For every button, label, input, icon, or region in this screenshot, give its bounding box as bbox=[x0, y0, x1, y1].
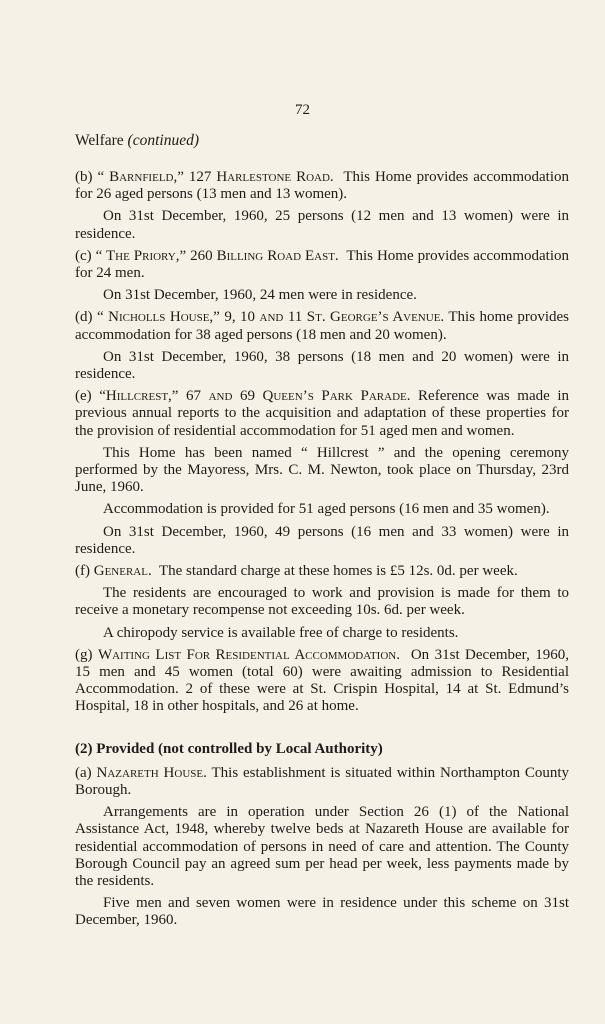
item-e-address: 67 and 69 Queen’s Park Parade. bbox=[186, 388, 411, 405]
item-e-accommodation: Accommodation is provided for 51 aged persons (16 men and 35 women). bbox=[103, 501, 550, 518]
item-f-name: General. bbox=[93, 563, 152, 580]
item-d-residence: On 31st December, 1960, 38 persons (18 men and 20 women) were in residence. bbox=[75, 348, 569, 383]
item-c-text: This Home provides accommodation for 24 men. bbox=[75, 247, 570, 282]
item-2a-name: Nazareth House. bbox=[96, 764, 207, 781]
item-b bbox=[75, 169, 569, 203]
item-g bbox=[75, 647, 569, 716]
item-f-recompense: The residents are encouraged to work and provision is made for them to receive a monetary recompense not exceeding 10s. 6d. per week. bbox=[75, 585, 569, 619]
item-e-text: Reference was made in previous annual reports to the acquisition and adaptation of these properties for the provision of residential accommodation for 51 aged men and women. bbox=[75, 388, 569, 439]
item-c-residence: On 31st December, 1960, 24 men were in residence. bbox=[103, 287, 417, 304]
item-2a-text: This establishment is situated within Northampton County Borough. bbox=[75, 764, 570, 798]
item-b-text: This Home provides accommodation for 26 aged persons (13 men and 13 women). bbox=[75, 169, 569, 203]
item-f-text: The standard charge at these homes is £5 12s. 0d. per week. bbox=[158, 563, 518, 580]
item-2a-arrangements: Arrangements are in operation under Section 26 (1) of the National Assistance Act, 1948, whereby twelve beds at Nazareth House are available for residential accommodation of persons in need of care and attention. The County Borough Council pay an agreed sum per head per week, less payments made by the residents. bbox=[75, 804, 569, 889]
item-e-naming: This Home has been named “ Hillcrest ” and the opening ceremony performed by the Mayoress, Mrs. C. M. Newton, took place on Thursday, 23rd June, 1960. bbox=[75, 444, 569, 496]
item-d-text: This home provides accommodation for 38 aged persons (18 men and 20 women). bbox=[75, 309, 569, 343]
item-2a-label: (a) bbox=[75, 764, 92, 781]
section-continued: (continued) bbox=[127, 132, 199, 149]
item-c-label: (c) bbox=[75, 247, 92, 264]
section-heading bbox=[75, 131, 569, 151]
item-g-name: Waiting List For Residential Accommodation. bbox=[97, 646, 400, 663]
item-f-label: (f) bbox=[75, 563, 90, 580]
page-content bbox=[75, 131, 569, 935]
item-e-label: (e) bbox=[75, 388, 92, 405]
item-c-address: 260 Billing Road East. bbox=[190, 247, 339, 264]
item-b-label: (b) bbox=[75, 169, 93, 185]
section-title: Welfare bbox=[75, 132, 124, 149]
item-b-name: “ Barnfield,” bbox=[97, 169, 184, 185]
item-e-name: “Hillcrest,” bbox=[99, 388, 179, 405]
item-2a bbox=[75, 765, 569, 799]
item-d-address: 9, 10 and 11 St. George’s Avenue. bbox=[224, 309, 445, 326]
item-c-name: “ The Priory,” bbox=[95, 247, 187, 264]
item-f bbox=[75, 563, 569, 580]
item-c bbox=[75, 248, 569, 282]
item-e-residence: On 31st December, 1960, 49 persons (16 men and 33 women) were in residence. bbox=[75, 523, 569, 557]
item-g-label: (g) bbox=[75, 646, 93, 663]
item-e bbox=[75, 388, 569, 440]
item-2a-residence: Five men and seven women were in residence under this scheme on 31st December, 1960. bbox=[75, 895, 569, 929]
item-b-address: 127 Harlestone Road. bbox=[188, 169, 334, 185]
subsection-heading: (2) Provided (not controlled by Local Authority) bbox=[75, 740, 383, 757]
item-d bbox=[75, 309, 569, 343]
item-f-chiropody: A chiropody service is available free of charge to residents. bbox=[103, 624, 459, 641]
item-g-text: On 31st December, 1960, 15 men and 45 women (total 60) were awaiting admission to Residential Accommodation. 2 of these were at St. Crispin Hospital, 14 at St. Edmund’s Hospital, 18 in other hospitals, and 26 at home. bbox=[75, 646, 570, 715]
item-d-label: (d) bbox=[75, 309, 93, 326]
item-b-residence: On 31st December, 1960, 25 persons (12 men and 13 women) were in residence. bbox=[75, 208, 569, 242]
page-number: 72 bbox=[295, 102, 310, 118]
item-d-name: “ Nicholls House,” bbox=[96, 309, 220, 326]
